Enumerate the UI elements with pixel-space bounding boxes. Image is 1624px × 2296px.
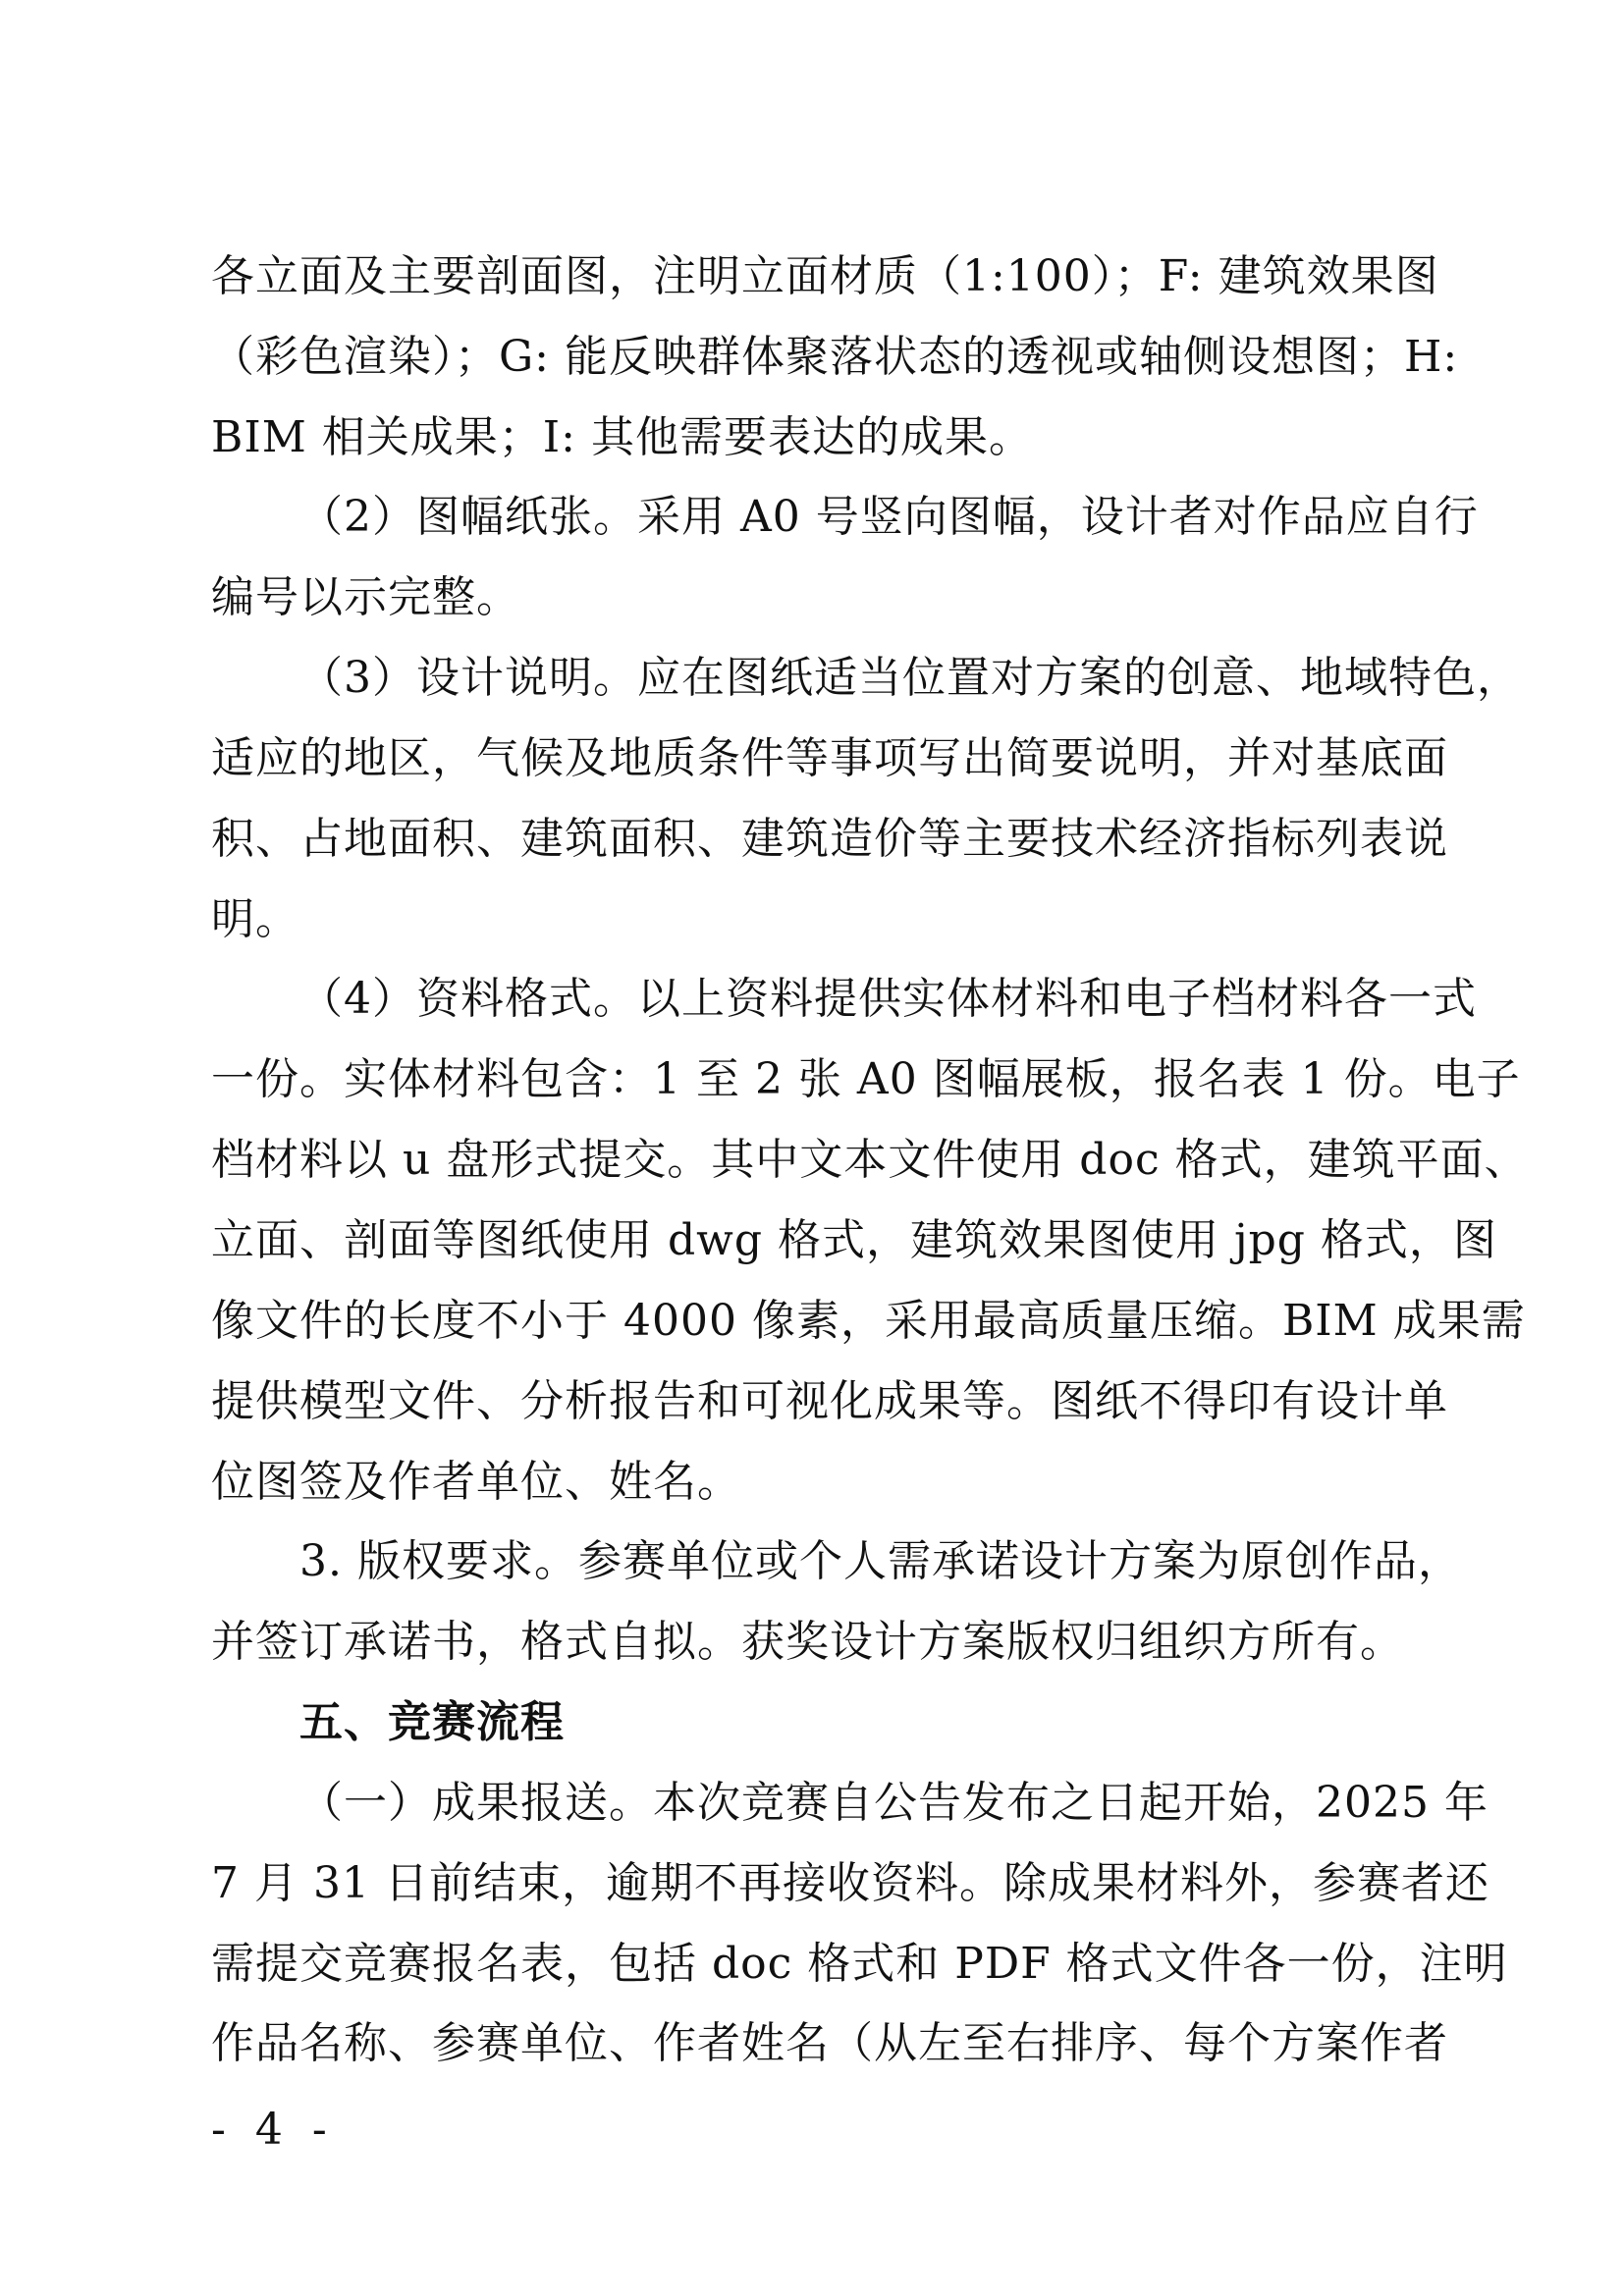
paragraph-submission-line-3: 需提交竞赛报名表，包括 doc 格式和 PDF 格式文件各一份，注明 xyxy=(211,1939,1508,1989)
body-line-1: 各立面及主要剖面图，注明立面材质（1:100）；F: 建筑效果图 xyxy=(211,251,1439,301)
paragraph-design-notes-line-4: 明。 xyxy=(211,894,299,944)
body-line-3: BIM 相关成果；I: 其他需要表达的成果。 xyxy=(211,412,1033,462)
paragraph-file-format-line-7: 位图签及作者单位、姓名。 xyxy=(211,1457,741,1507)
body-line-2: （彩色渲染）；G: 能反映群体聚落状态的透视或轴侧设想图；H: xyxy=(211,332,1459,382)
paragraph-submission-line-1: （一）成果报送。本次竞赛自公告发布之日起开始，2025 年 xyxy=(299,1778,1489,1828)
paragraph-paper-size-line-2: 编号以示完整。 xyxy=(211,572,520,622)
paragraph-submission-line-4: 作品名称、参赛单位、作者姓名（从左至右排序、每个方案作者 xyxy=(211,2018,1448,2068)
paragraph-design-notes-line-1: （3）设计说明。应在图纸适当位置对方案的创意、地域特色， xyxy=(299,653,1521,703)
paragraph-file-format-line-3: 档材料以 u 盘形式提交。其中文本文件使用 doc 格式，建筑平面、 xyxy=(211,1135,1529,1185)
paragraph-design-notes-line-2: 适应的地区，气候及地质条件等事项写出简要说明，并对基底面 xyxy=(211,733,1448,783)
paragraph-submission-line-2: 7 月 31 日前结束，逾期不再接收资料。除成果材料外，参赛者还 xyxy=(211,1858,1489,1908)
paragraph-paper-size-line-1: （2）图幅纸张。采用 A0 号竖向图幅，设计者对作品应自行 xyxy=(299,492,1479,542)
paragraph-file-format-line-2: 一份。实体材料包含：1 至 2 张 A0 图幅展板，报名表 1 份。电子 xyxy=(211,1054,1521,1104)
paragraph-design-notes-line-3: 积、占地面积、建筑面积、建筑造价等主要技术经济指标列表说 xyxy=(211,814,1448,864)
paragraph-file-format-line-1: （4）资料格式。以上资料提供实体材料和电子档材料各一式 xyxy=(299,974,1477,1024)
paragraph-copyright-line-1: 3. 版权要求。参赛单位或个人需承诺设计方案为原创作品， xyxy=(299,1536,1462,1586)
paragraph-file-format-line-6: 提供模型文件、分析报告和可视化成果等。图纸不得印有设计单 xyxy=(211,1376,1448,1426)
section-heading-competition-process: 五、竞赛流程 xyxy=(299,1697,565,1747)
paragraph-file-format-line-4: 立面、剖面等图纸使用 dwg 格式，建筑效果图使用 jpg 格式，图 xyxy=(211,1215,1497,1265)
paragraph-file-format-line-5: 像文件的长度不小于 4000 像素，采用最高质量压缩。BIM 成果需 xyxy=(211,1296,1526,1346)
page-number: - 4 - xyxy=(211,2105,335,2155)
paragraph-copyright-line-2: 并签订承诺书，格式自拟。获奖设计方案版权归组织方所有。 xyxy=(211,1617,1404,1667)
